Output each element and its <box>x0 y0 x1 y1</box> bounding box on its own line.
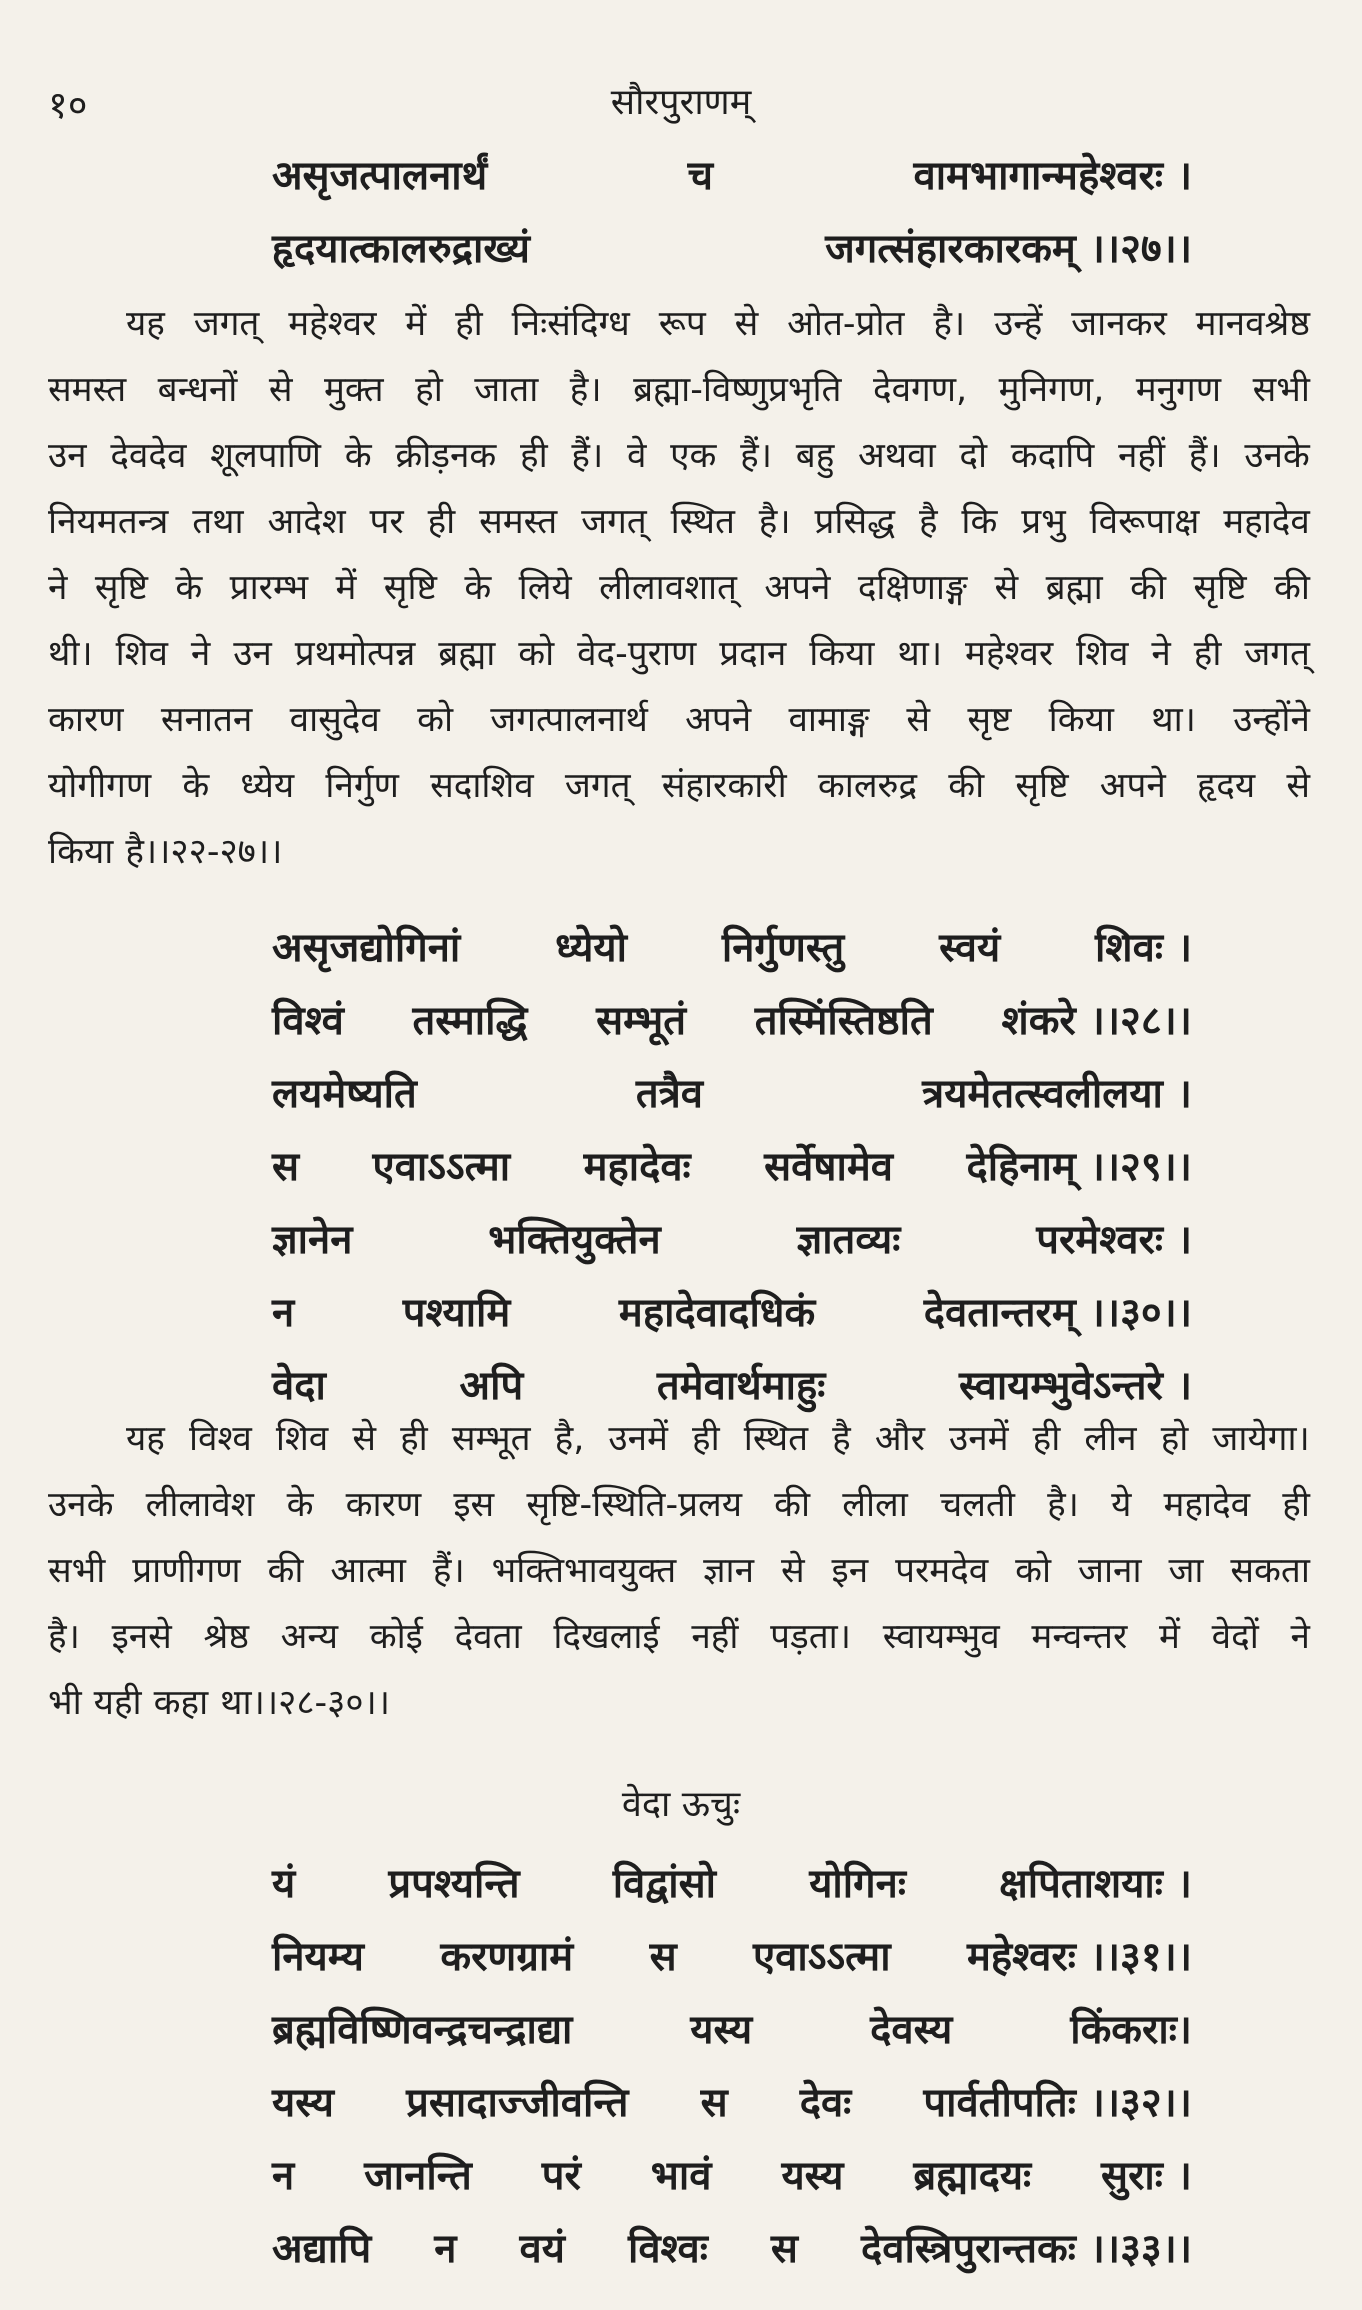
verse-word: शंकरे ।।२८।। <box>1001 998 1192 1044</box>
verse-word: जानन्ति <box>364 2153 472 2199</box>
speaker-heading: वेदा ऊचुः <box>621 1784 741 1825</box>
verse-word: हृदयात्कालरुद्राख्यं <box>272 226 530 272</box>
verse-word: स <box>770 2226 798 2272</box>
verse-word: पार्वतीपतिः ।।३२।। <box>923 2080 1192 2126</box>
verse-word: ब्रह्मादयः <box>913 2153 1032 2199</box>
text-line: समस्त बन्धनों से मुक्त हो जाता है। ब्रह्मा-विष्णुप्रभृति देवगण, मुनिगण, मनुगण सभी <box>48 370 1310 410</box>
text-line: यह विश्व शिव से ही सम्भूत है, उनमें ही स्थित है और उनमें ही लीन हो जायेगा। <box>126 1419 1310 1459</box>
verse-block-2 <box>272 912 1192 1423</box>
text-line: योगीगण के ध्येय निर्गुण सदाशिव जगत् संहारकारी कालरुद्र की सृष्टि अपने हृदय से <box>48 766 1310 806</box>
verse-word: परमेश्वरः । <box>1036 1217 1192 1263</box>
verse-word: करणग्रामं <box>440 1934 574 1980</box>
verse-word: स <box>272 1144 300 1190</box>
verse-word: देवः <box>799 2080 852 2126</box>
text-line: यह जगत् महेश्वर में ही निःसंदिग्ध रूप से ओत-प्रोत है। उन्हें जानकर मानवश्रेष्ठ <box>126 304 1310 344</box>
verse-word: ध्येयो <box>555 925 627 971</box>
verse-word: भावं <box>650 2153 712 2199</box>
verse-word: जगत्संहारकारकम् ।।२७।। <box>825 226 1192 272</box>
verse-word: महादेवः <box>583 1144 691 1190</box>
verse-word: विश्वः <box>627 2226 708 2272</box>
verse-line <box>272 2140 1192 2213</box>
verse-line <box>272 2213 1192 2286</box>
verse-word: निर्गुणस्तु <box>721 925 845 971</box>
verse-word: किंकराः। <box>1070 2007 1192 2053</box>
verse-word: भक्तियुक्तेन <box>488 1217 661 1263</box>
verse-word: यस्य <box>272 2080 334 2126</box>
verse-line <box>272 1277 1192 1350</box>
verse-block-1 <box>272 140 1192 286</box>
verse-word: देहिनाम् ।।२९।। <box>966 1144 1192 1190</box>
verse-word: सर्वेषामेव <box>764 1144 894 1190</box>
verse-word: अपि <box>459 1363 524 1409</box>
verse-word: अद्यापि <box>272 2226 372 2272</box>
verse-word: परं <box>541 2153 581 2199</box>
verse-word: यस्य <box>690 2007 753 2053</box>
verse-word: महादेवादधिकं <box>618 1290 816 1336</box>
verse-word: विद्वांसो <box>612 1861 717 1907</box>
text-line: नियमतन्त्र तथा आदेश पर ही समस्त जगत् स्थित है। प्रसिद्ध है कि प्रभु विरूपाक्ष महादेव <box>48 502 1310 542</box>
verse-word: तमेवार्थमाहुः <box>656 1363 826 1409</box>
verse-word: नियम्य <box>272 1934 364 1980</box>
verse-word: त्रयमेतत्स्वलीलया । <box>922 1071 1192 1117</box>
paragraph-2 <box>48 1406 1310 1736</box>
text-line: किया है।।२२-२७।। <box>48 832 283 872</box>
verse-word: सुराः । <box>1101 2153 1192 2199</box>
verse-word: ब्रह्मविष्णिवन्द्रचन्द्राद्या <box>272 2007 573 2053</box>
verse-word: शिवः । <box>1095 925 1192 971</box>
text-line: उनके लीलावेश के कारण इस सृष्टि-स्थिति-प्रलय की लीला चलती है। ये महादेव ही <box>48 1485 1310 1525</box>
verse-word: तस्मिंस्तिष्ठति <box>754 998 933 1044</box>
verse-word: पश्यामि <box>402 1290 511 1336</box>
verse-word: क्षपिताशयाः । <box>999 1861 1192 1907</box>
verse-word: न <box>272 1290 295 1336</box>
verse-word: असृजत्पालनार्थं <box>272 153 488 199</box>
text-line: थी। शिव ने उन प्रथमोत्पन्न ब्रह्मा को वेद-पुराण प्रदान किया था। महेश्वर शिव ने ही जगत् <box>48 634 1310 674</box>
verse-word: ज्ञातव्यः <box>796 1217 901 1263</box>
verse-word: देवतान्तरम् ।।३०।। <box>923 1290 1192 1336</box>
verse-block-3 <box>272 1848 1192 2286</box>
text-line: कारण सनातन वासुदेव को जगत्पालनार्थ अपने वामाङ्ग से सृष्ट किया था। उन्होंने <box>48 700 1310 740</box>
verse-word: महेश्वरः ।।३१।। <box>966 1934 1192 1980</box>
verse-word: च <box>687 153 714 199</box>
verse-line <box>272 213 1192 286</box>
verse-word: लयमेष्यति <box>272 1071 417 1117</box>
verse-word: योगिनः <box>809 1861 906 1907</box>
verse-word: देवस्य <box>870 2007 953 2053</box>
verse-word: न <box>434 2226 457 2272</box>
verse-word: प्रसादाज्जीवन्ति <box>406 2080 629 2126</box>
verse-word: वेदा <box>272 1363 326 1409</box>
verse-word: ज्ञानेन <box>272 1217 353 1263</box>
verse-word: तस्माद्धि <box>412 998 528 1044</box>
verse-word: एवाऽऽत्मा <box>372 1144 511 1190</box>
verse-word: स्वायम्भुवेऽन्तरे । <box>959 1363 1192 1409</box>
verse-line <box>272 140 1192 213</box>
verse-word: यस्य <box>781 2153 844 2199</box>
text-line: ने सृष्टि के प्रारम्भ में सृष्टि के लिये लीलावशात् अपने दक्षिणाङ्ग से ब्रह्मा की सृष्टि की <box>48 568 1310 608</box>
verse-word: विश्वं <box>272 998 344 1044</box>
verse-word: स्वयं <box>939 925 1001 971</box>
verse-word: असृजद्योगिनां <box>272 925 461 971</box>
text-line: उन देवदेव शूलपाणि के क्रीड़नक ही हैं। वे एक हैं। बहु अथवा दो कदापि नहीं हैं। उनके <box>48 436 1310 476</box>
verse-word: यं <box>272 1861 296 1907</box>
page-number: १० <box>48 83 88 127</box>
verse-word: तत्रैव <box>635 1071 704 1117</box>
verse-word: सम्भूतं <box>596 998 687 1044</box>
verse-line <box>272 1921 1192 1994</box>
text-line: है। इनसे श्रेष्ठ अन्य कोई देवता दिखलाई नहीं पड़ता। स्वायम्भुव मन्वन्तर में वेदों ने <box>48 1617 1310 1657</box>
verse-word: न <box>272 2153 295 2199</box>
verse-word: देवस्त्रिपुरान्तकः ।।३३।। <box>860 2226 1192 2272</box>
verse-line <box>272 1131 1192 1204</box>
text-line: सभी प्राणीगण की आत्मा हैं। भक्तिभावयुक्त ज्ञान से इन परमदेव को जाना जा सकता <box>48 1551 1310 1591</box>
verse-line <box>272 1204 1192 1277</box>
verse-word: स <box>700 2080 728 2126</box>
verse-word: वामभागान्महेश्वरः । <box>913 153 1192 199</box>
verse-word: वयं <box>519 2226 565 2272</box>
verse-word: एवाऽऽत्मा <box>752 1934 891 1980</box>
verse-line <box>272 1848 1192 1921</box>
paragraph-1 <box>48 291 1310 885</box>
verse-line <box>272 1994 1192 2067</box>
verse-line <box>272 1058 1192 1131</box>
verse-line <box>272 985 1192 1058</box>
verse-line <box>272 912 1192 985</box>
verse-word: स <box>649 1934 677 1980</box>
verse-word: प्रपश्यन्ति <box>388 1861 520 1907</box>
text-line: भी यही कहा था।।२८-३०।। <box>48 1683 391 1723</box>
verse-line <box>272 2067 1192 2140</box>
running-title: सौरपुराणम् <box>610 82 752 123</box>
